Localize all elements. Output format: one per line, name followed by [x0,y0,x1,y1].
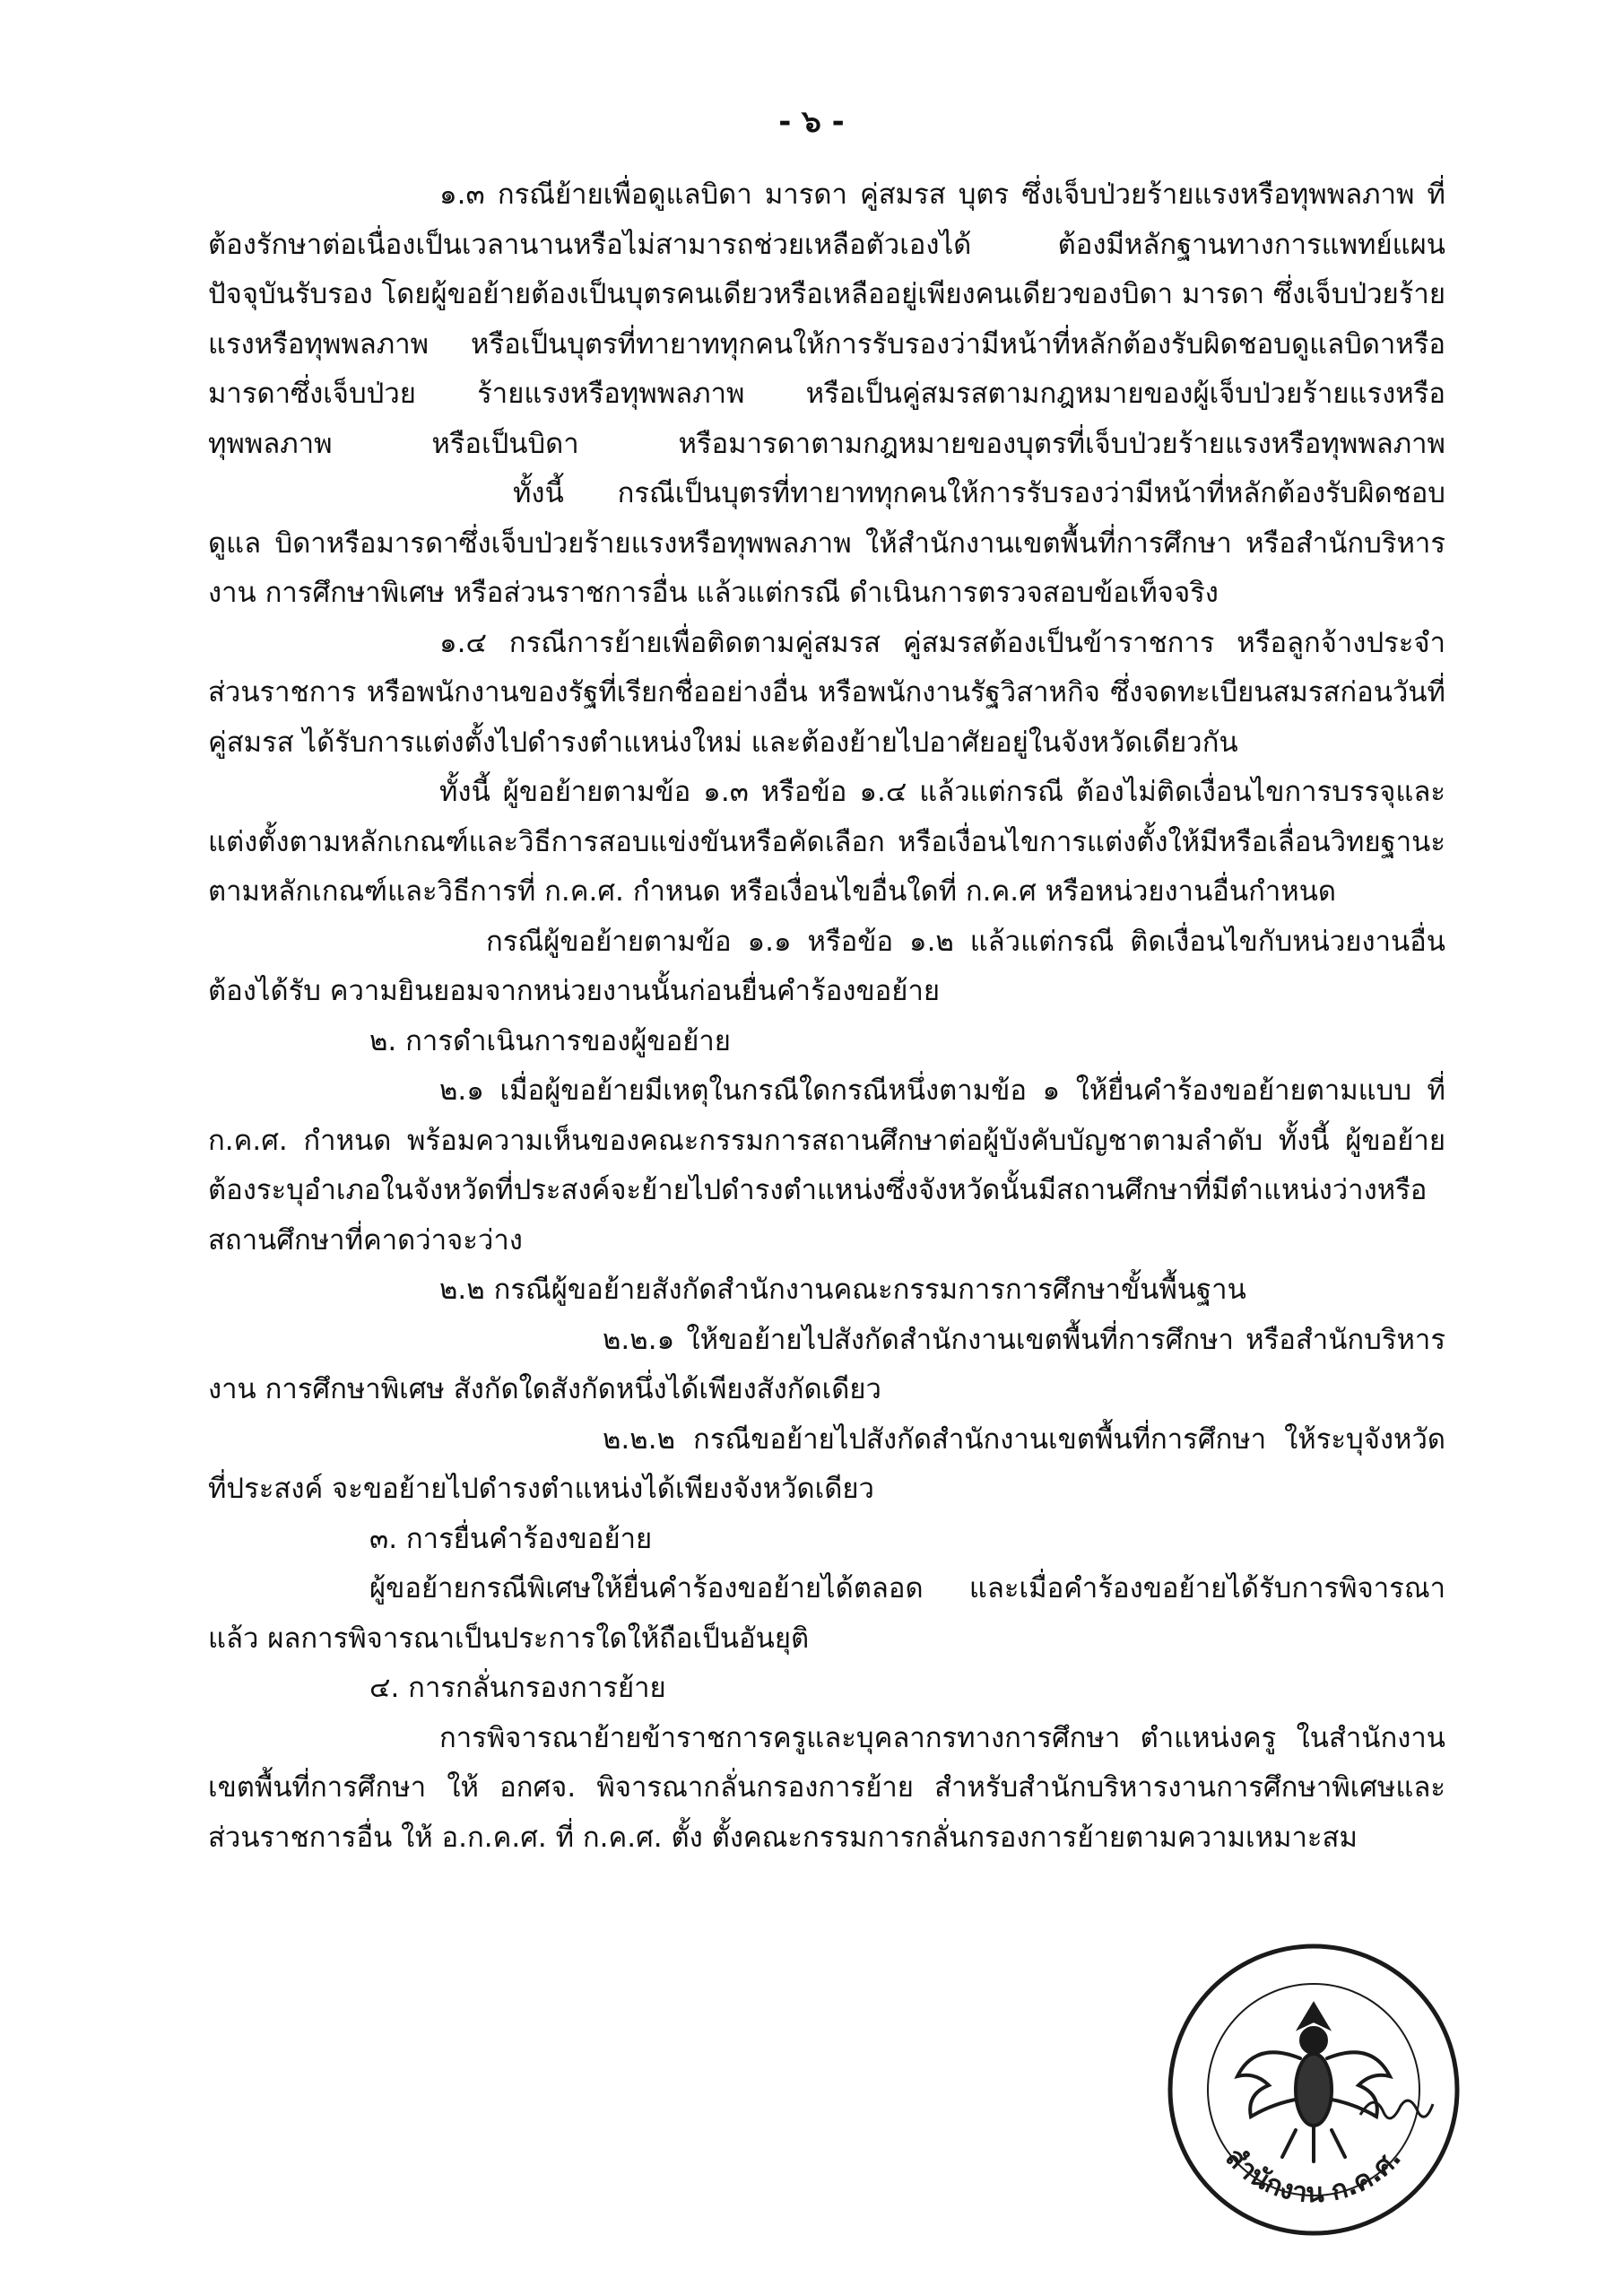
paragraph-2-1: ๒.๑ เมื่อผู้ขอย้ายมีเหตุในกรณีใดกรณีหนึ่งตามข้อ ๑ ให้ยื่นคำร้องขอย้ายตามแบบ ที่ ก.ค.ศ. กำหนด พร้อมความเห็นของคณะกรรมการสถานศึกษาต่อผู้บังคับบัญชาตามลำดับ ทั้งนี้ ผู้ขอย้าย ต้องระบุอำเภอในจังหวัดที่ประสงค์จะย้ายไปดำรงตำแหน่งซึ่งจังหวัดนั้นมีสถานศึกษาที่มีตำแหน่งว่างหรือ สถานศึกษาที่คาดว่าจะว่าง [208,1074,1445,1257]
paragraph-1-4: ๑.๔ กรณีการย้ายเพื่อติดตามคู่สมรส คู่สมรสต้องเป็นข้าราชการ หรือลูกจ้างประจำส่วนราชการ หรือพนักงานของรัฐที่เรียกชื่ออย่างอื่น หรือพนักงานรัฐวิสาหกิจ ซึ่งจดทะเบียนสมรสก่อนวันที่คู่สมรส ได้รับการแต่งตั้งไปดำรงตำแหน่งใหม่ และต้องย้ายไปอาศัยอยู่ในจังหวัดเดียวกัน [208,626,1445,759]
paragraph-note-1-3: ทั้งนี้ กรณีเป็นบุตรที่ทายาททุกคนให้การรับรองว่ามีหน้าที่หลักต้องรับผิดชอบดูแล บิดาหรือมารดาซึ่งเจ็บป่วยร้ายแรงหรือทุพพลภาพ ให้สำนักงานเขตพื้นที่การศึกษา หรือสำนักบริหารงาน การศึกษาพิเศษ หรือส่วนราชการอื่น แล้วแต่กรณี ดำเนินการตรวจสอบข้อเท็จจริง [208,477,1445,609]
heading-section-2: ๒. การดำเนินการของผู้ขอย้าย [369,1024,731,1057]
paragraph-2-2: ๒.๒ กรณีผู้ขอย้ายสังกัดสำนักงานคณะกรรมการการศึกษาขั้นพื้นฐาน [439,1274,1246,1306]
paragraph-note-1-1: กรณีผู้ขอย้ายตามข้อ ๑.๑ หรือข้อ ๑.๒ แล้วแต่กรณี ติดเงื่อนไขกับหน่วยงานอื่นต้องได้รับ ความยินยอมจากหน่วยงานนั้นก่อนยื่นคำร้องขอย้าย [208,925,1445,1007]
paragraph-1-3: ๑.๓ กรณีย้ายเพื่อดูแลบิดา มารดา คู่สมรส บุตร ซึ่งเจ็บป่วยร้ายแรงหรือทุพพลภาพ ที่ต้องรักษาต่อเนื่องเป็นเวลานานหรือไม่สามารถช่วยเหลือตัวเองได้ ต้องมีหลักฐานทางการแพทย์แผนปัจจุบันรับรอง โดยผู้ขอย้ายต้องเป็นบุตรคนเดียวหรือเหลืออยู่เพียงคนเดียวของบิดา มารดา ซึ่งเจ็บป่วยร้ายแรงหรือทุพพลภาพ หรือเป็นบุตรที่ทายาททุกคนให้การรับรองว่ามีหน้าที่หลักต้องรับผิดชอบดูแลบิดาหรือมารดาซึ่งเจ็บป่วย ร้ายแรงหรือทุพพลภาพ หรือเป็นคู่สมรสตามกฎหมายของผู้เจ็บป่วยร้ายแรงหรือทุพพลภาพ หรือเป็นบิดา หรือมารดาตามกฎหมายของบุตรที่เจ็บป่วยร้ายแรงหรือทุพพลภาพ [208,178,1445,460]
heading-section-4: ๔. การกลั่นกรองการย้าย [369,1672,666,1704]
paragraph-3: ผู้ขอย้ายกรณีพิเศษให้ยื่นคำร้องขอย้ายได้ตลอด และเมื่อคำร้องขอย้ายได้รับการพิจารณาแล้ว ผลการพิจารณาเป็นประการใดให้ถือเป็นอันยุติ [208,1572,1445,1655]
document-body [208,170,1445,1863]
paragraph-4: การพิจารณาย้ายข้าราชการครูและบุคลากรทางการศึกษา ตำแหน่งครู ในสำนักงาน เขตพื้นที่การศึกษา ให้ อกศจ. พิจารณากลั่นกรองการย้าย สำหรับสำนักบริหารงานการศึกษาพิเศษและ ส่วนราชการอื่น ให้ อ.ก.ค.ศ. ที่ ก.ค.ศ. ตั้ง ตั้งคณะกรรมการกลั่นกรองการย้ายตามความเหมาะสม [208,1721,1445,1854]
seal-text: สำนักงาน ก.ค.ศ. [1219,2142,1409,2210]
paragraph-2-2-2: ๒.๒.๒ กรณีขอย้ายไปสังกัดสำนักงานเขตพื้นที่การศึกษา ให้ระบุจังหวัดที่ประสงค์ จะขอย้ายไปดำรงตำแหน่งได้เพียงจังหวัดเดียว [208,1422,1445,1505]
garuda-emblem-icon [1237,2005,1390,2161]
paragraph-2-2-1: ๒.๒.๑ ให้ขอย้ายไปสังกัดสำนักงานเขตพื้นที่การศึกษา หรือสำนักบริหารงาน การศึกษาพิเศษ สังกัดใดสังกัดหนึ่งได้เพียงสังกัดเดียว [208,1323,1445,1405]
paragraph-note-1-4: ทั้งนี้ ผู้ขอย้ายตามข้อ ๑.๓ หรือข้อ ๑.๔ แล้วแต่กรณี ต้องไม่ติดเงื่อนไขการบรรจุและ แต่งตั้งตามหลักเกณฑ์และวิธีการสอบแข่งขันหรือคัดเลือก หรือเงื่อนไขการแต่งตั้งให้มีหรือเลื่อนวิทยฐานะ ตามหลักเกณฑ์และวิธีการที่ ก.ค.ศ. กำหนด หรือเงื่อนไขอื่นใดที่ ก.ค.ศ หรือหน่วยงานอื่นกำหนด [208,776,1445,908]
page-number: - ๖ - [778,104,845,140]
heading-section-3: ๓. การยื่นคำร้องขอย้าย [369,1522,653,1555]
signature-mark [1356,2088,1436,2133]
